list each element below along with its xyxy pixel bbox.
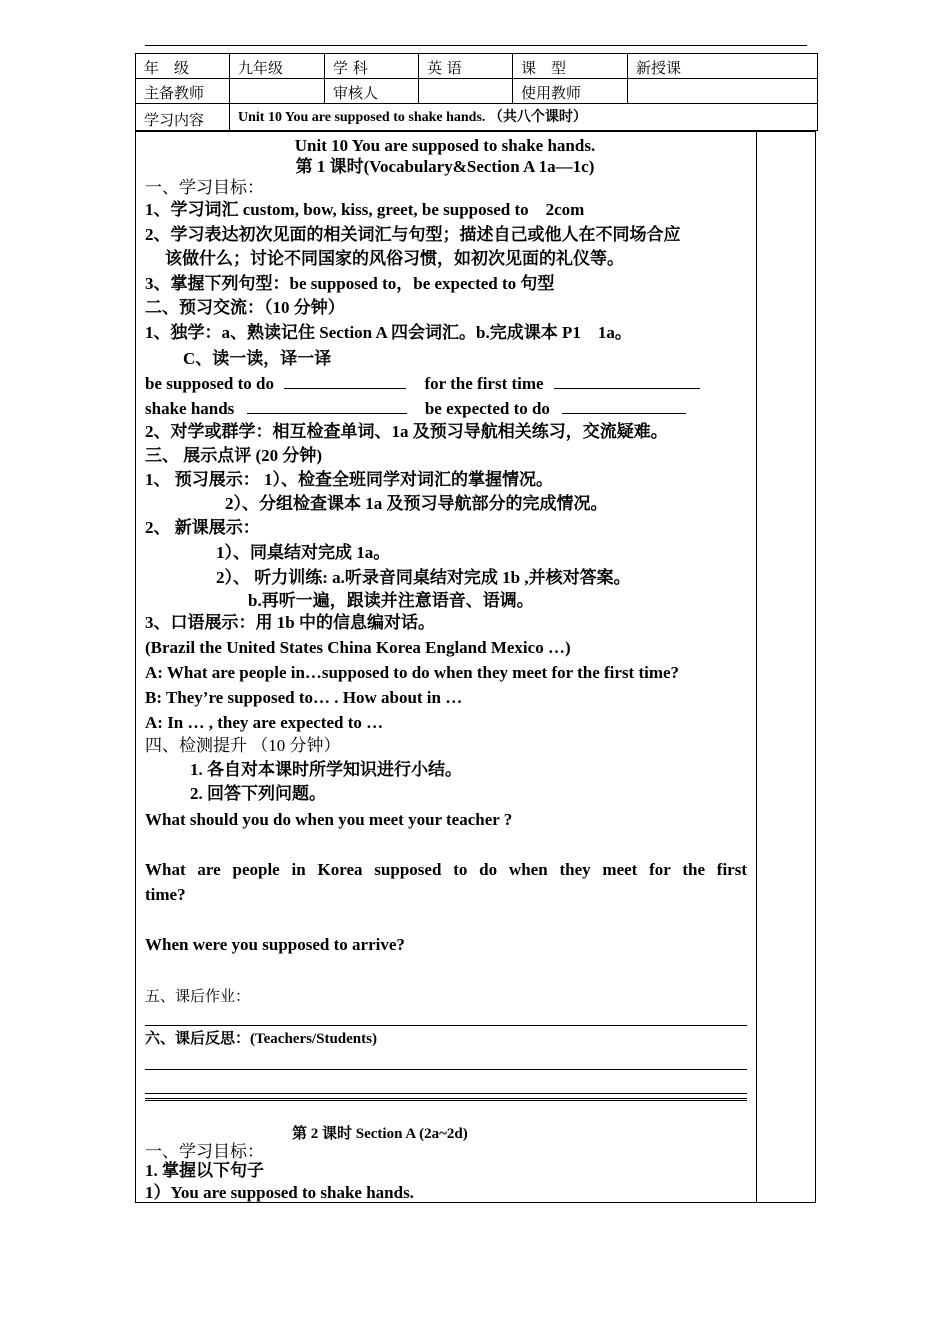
content-label: 学习内容: [136, 104, 230, 131]
preview-1: 1、独学：a、熟读记住 Section A 四会词汇。b.完成课本 P1 1a。: [145, 323, 632, 342]
reflection-line: [145, 1093, 747, 1094]
goal-1: 1、学习词汇 custom, bow, kiss, greet, be supposed to 2com: [145, 200, 585, 219]
lesson-info-table: [135, 53, 818, 131]
show-3: 3、口语展示：用 1b 中的信息编对话。: [145, 613, 435, 632]
homework-heading: 五、课后作业：: [145, 989, 251, 1005]
phrase-first-time: for the first time: [424, 374, 544, 393]
user-teacher-label: 使用教师: [513, 79, 628, 104]
goal-3: 3、掌握下列句型：be supposed to，be expected to 句型: [145, 274, 555, 293]
test-heading: 四、检测提升 （10 分钟）: [145, 736, 341, 755]
info-row-1: [136, 54, 818, 79]
goal-2-line-2: 该做什么；讨论不同国家的风俗习惯，如初次见面的礼仪等。: [165, 249, 624, 268]
lesson2-sentence-1: 1）You are supposed to shake hands.: [145, 1183, 414, 1202]
content-value: Unit 10 You are supposed to shake hands. （共八个课时）: [230, 104, 818, 131]
show-1: 1、 预习展示： 1）、检查全班同学对词汇的掌握情况。: [145, 470, 553, 489]
test-2: 2. 回答下列问题。: [190, 784, 326, 803]
preview-2: 2、对学或群学：相互检查单词、1a 及预习导航相关练习，交流疑难。: [145, 422, 668, 441]
header-rule: [145, 45, 807, 46]
question-1: What should you do when you meet your teacher ?: [145, 810, 513, 829]
lesson2-title: 第 2 课时 Section A (2a~2d): [292, 1126, 468, 1142]
show-2b: 2）、 听力训练: a.听录音同桌结对完成 1b ,并核对答案。: [216, 568, 631, 587]
preview-heading: 二、预习交流：（10 分钟）: [145, 298, 345, 317]
reviewer-label: 审核人: [325, 79, 419, 104]
phrase-row-2: [145, 399, 686, 419]
reviewer-value: [419, 79, 513, 104]
countries-list: (Brazil the United States China Korea England Mexico …): [145, 638, 571, 657]
subject-value: 英 语: [419, 54, 513, 79]
phrase-row-1: [145, 374, 700, 394]
user-teacher-value: [628, 79, 818, 104]
lesson1-title: Unit 10 You are supposed to shake hands.: [294, 136, 596, 155]
question-3: When were you supposed to arrive?: [145, 935, 405, 954]
answer-blank[interactable]: [554, 374, 700, 389]
dialog-b: B: They’re supposed to… . How about in …: [145, 688, 463, 707]
dialog-a: A: What are people in…supposed to do when they meet for the first time?: [145, 663, 680, 682]
show-heading: 三、 展示点评 (20 分钟): [145, 446, 323, 465]
right-margin-column: [756, 132, 757, 1202]
answer-blank[interactable]: [284, 374, 406, 389]
lead-teacher-value: [230, 79, 325, 104]
homework-line: [145, 1025, 747, 1026]
section-divider: [145, 1098, 747, 1101]
lead-teacher-label: 主备教师: [136, 79, 230, 104]
info-row-3: [136, 104, 818, 131]
reflection-line: [145, 1069, 747, 1070]
question-2-line-1: What are people in Korea supposed to do when they meet for the first: [145, 860, 747, 879]
reflection-heading: 六、课后反思：(Teachers/Students): [145, 1031, 377, 1047]
subject-label: 学 科: [325, 54, 419, 79]
question-2-line-2: time?: [145, 885, 186, 904]
info-row-2: [136, 79, 818, 104]
grade-value: 九年级: [230, 54, 325, 79]
phrase-shake-hands: shake hands: [145, 399, 235, 418]
test-1: 1. 各自对本课时所学知识进行小结。: [190, 760, 462, 779]
show-2a: 1）、同桌结对完成 1a。: [216, 543, 391, 562]
dialog-a2: A: In … , they are expected to …: [145, 713, 384, 732]
goals-heading: 一、学习目标：: [145, 178, 264, 197]
grade-label: 年 级: [136, 54, 230, 79]
answer-blank[interactable]: [562, 399, 686, 414]
show-2c: b.再听一遍，跟读并注意语音、语调。: [248, 591, 534, 610]
answer-blank[interactable]: [247, 399, 407, 414]
phrase-expected: be expected to do: [424, 399, 550, 418]
lesson2-goal-1: 1. 掌握以下句子: [145, 1161, 264, 1180]
show-1b: 2）、分组检查课本 1a 及预习导航部分的完成情况。: [225, 494, 608, 513]
goal-2-line-1: 2、学习表达初次见面的相关词汇与句型；描述自己或他人在不同场合应: [145, 225, 681, 244]
lesson1-subtitle: 第 1 课时(Vocabulary&Section A 1a—1c): [295, 157, 595, 176]
show-2: 2、 新课展示：: [145, 518, 260, 537]
lesson-type-value: 新授课: [628, 54, 818, 79]
lesson2-goals-heading: 一、学习目标：: [145, 1142, 264, 1161]
phrase-supposed: be supposed to do: [145, 374, 274, 393]
preview-1c: C、读一读，译一译: [183, 349, 332, 368]
lesson-type-label: 课 型: [513, 54, 628, 79]
